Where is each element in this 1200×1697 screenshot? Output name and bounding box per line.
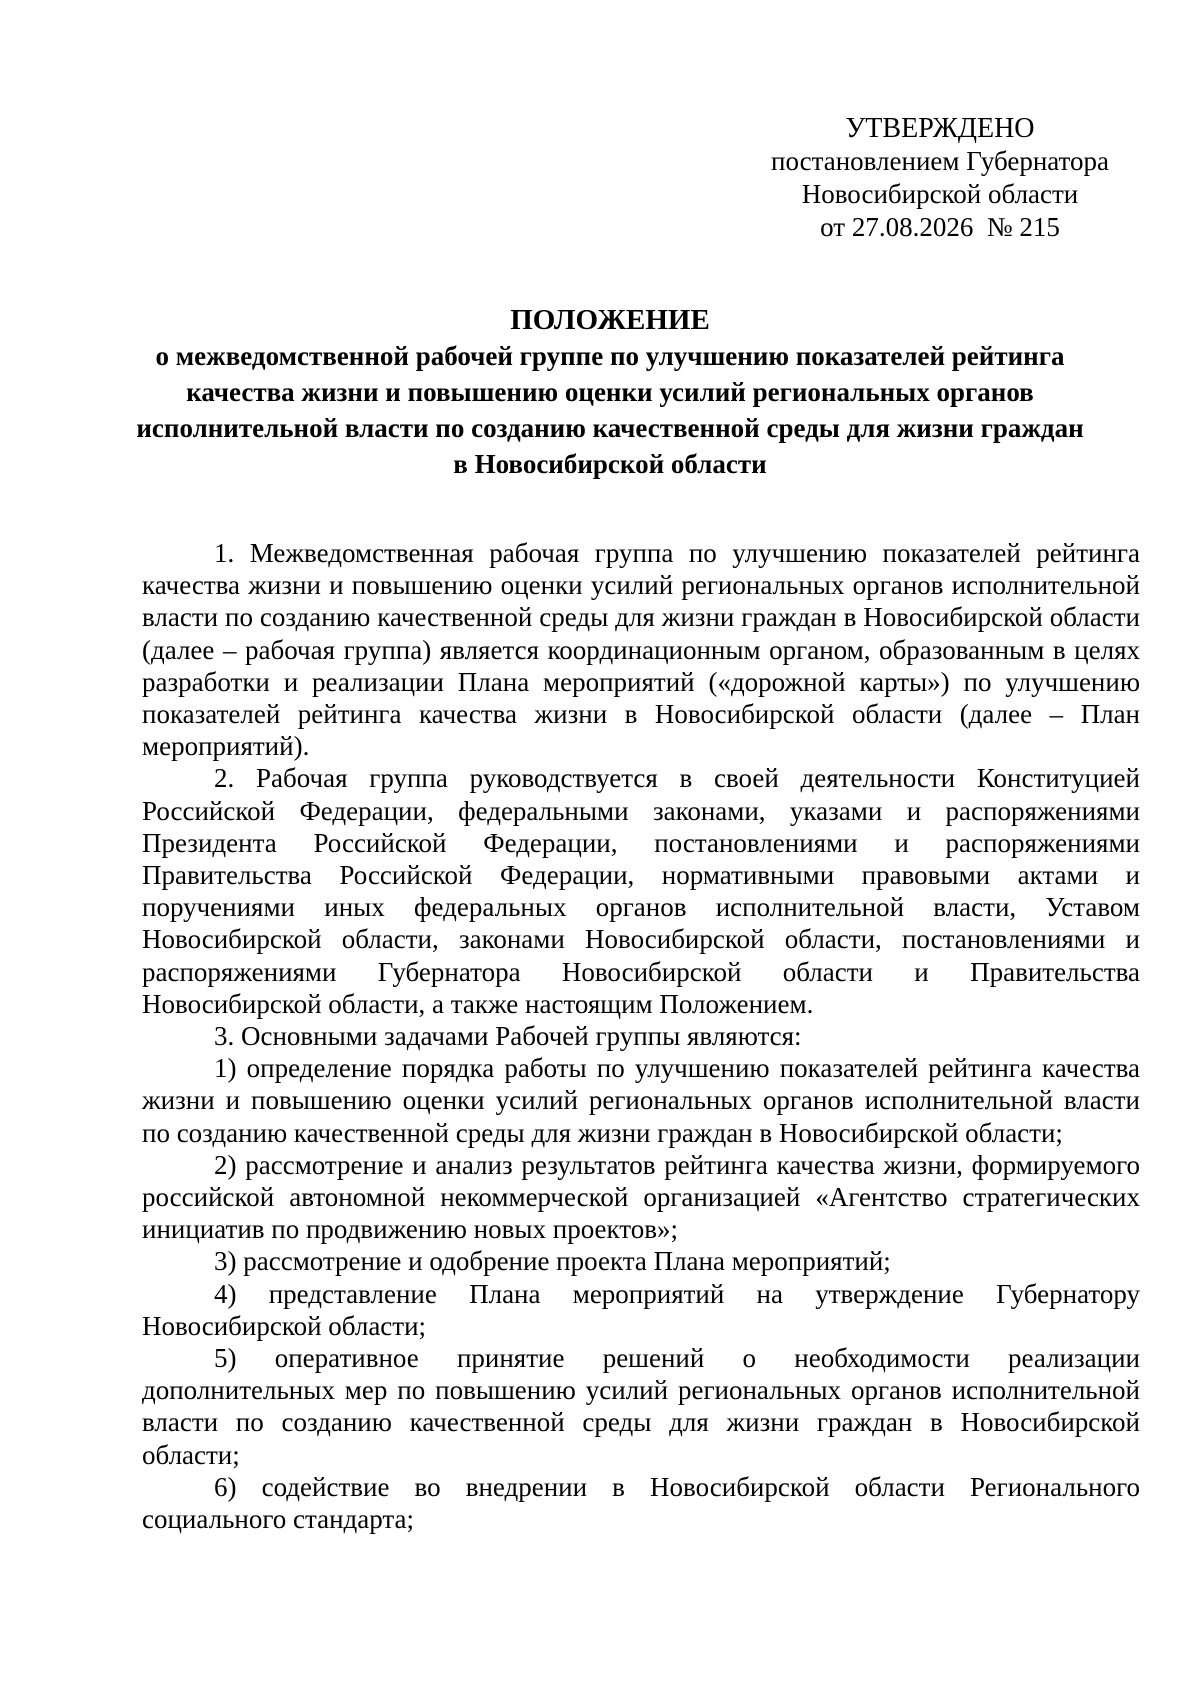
document-subtitle-line: исполнительной власти по созданию качественной среды для жизни граждан	[136, 413, 1084, 443]
approval-stamp	[730, 112, 1150, 244]
task-item-3: 3) рассмотрение и одобрение проекта Плана мероприятий;	[214, 1246, 891, 1277]
task-item-5: 5) оперативное принятие решений о необходимости реализации дополнительных мер по повышению усилий региональных органов исполнительной власти по созданию качественной среды для жизни граждан в Новосибирской области;	[142, 1343, 1140, 1470]
approval-heading: УТВЕРЖДЕНО	[845, 113, 1035, 144]
task-item-6: 6) содействие во внедрении в Новосибирской области Регионального социального стандарта;	[142, 1471, 1140, 1535]
paragraph-3: 3. Основными задачами Рабочей группы являются:	[214, 1021, 802, 1052]
paragraph-1: 1. Межведомственная рабочая группа по улучшению показателей рейтинга качества жизни и повышению оценки усилий региональных органов исполнительной власти по созданию качественной среды для жизни граждан в Новосибирской области (далее – рабочая группа) является координационным органом, образованным в целях разработки и реализации Плана мероприятий («дорожной карты») по улучшению показателей рейтинга качества жизни в Новосибирской области (далее – План мероприятий).	[142, 538, 1140, 762]
approval-region: Новосибирской области	[801, 179, 1079, 209]
document-body	[142, 537, 1140, 1535]
document-title: ПОЛОЖЕНИЕ	[510, 304, 710, 336]
document-title-block	[130, 302, 1090, 482]
approval-date-number: от 27.08.2026 № 215	[820, 212, 1060, 242]
approval-authority: постановлением Губернатора	[771, 146, 1109, 176]
task-item-2: 2) рассмотрение и анализ результатов рейтинга качества жизни, формируемого российской автономной некоммерческой организацией «Агентство стратегических инициатив по продвижению новых проектов»;	[142, 1149, 1140, 1245]
document-subtitle-line: в Новосибирской области	[453, 449, 767, 479]
document-subtitle-line: качества жизни и повышению оценки усилий региональных органов	[186, 377, 1034, 407]
document-subtitle-line: о межведомственной рабочей группе по улучшению показателей рейтинга	[155, 341, 1065, 371]
paragraph-2: 2. Рабочая группа руководствуется в своей деятельности Конституцией Российской Федерации, федеральными законами, указами и распоряжениями Президента Российской Федерации, постановлениями и распоряжениями Правительства Российской Федерации, нормативными правовыми актами и поручениями иных федеральных органов исполнительной власти, Уставом Новосибирской области, законами Новосибирской области, постановлениями и распоряжениями Губернатора Новосибирской области и Правительства Новосибирской области, а также настоящим Положением.	[142, 763, 1140, 1019]
task-item-1: 1) определение порядка работы по улучшению показателей рейтинга качества жизни и повышению оценки усилий региональных органов исполнительной власти по созданию качественной среды для жизни граждан в Новосибирской области;	[142, 1053, 1140, 1148]
task-item-4: 4) представление Плана мероприятий на утверждение Губернатору Новосибирской области;	[142, 1278, 1140, 1341]
